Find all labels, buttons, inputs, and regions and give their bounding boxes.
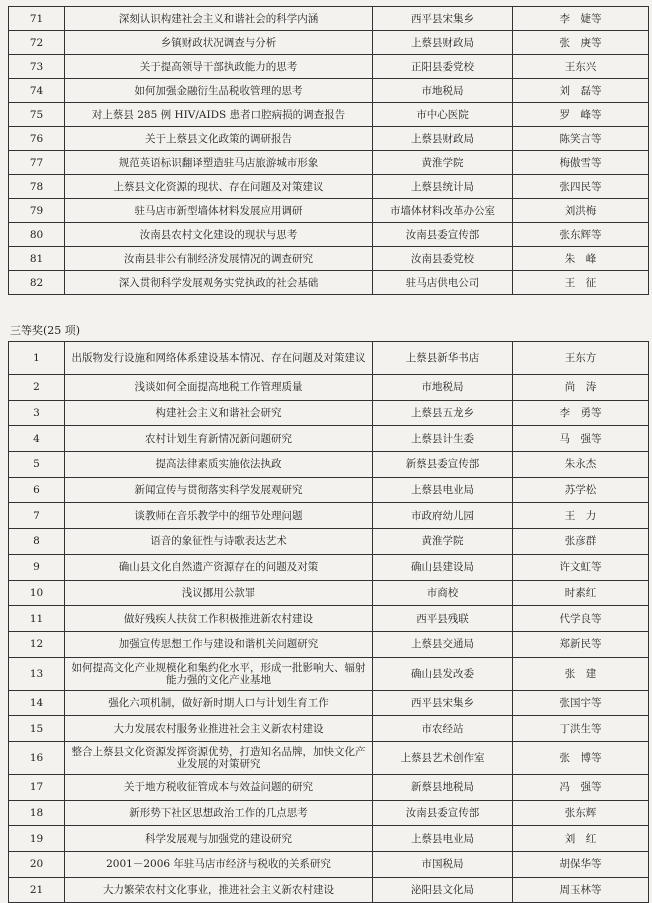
cell-author: 张 建 bbox=[513, 657, 649, 690]
cell-title: 语音的象征性与诗歌表达艺术 bbox=[65, 529, 373, 555]
cell-title: 大力繁荣农村文化事业，推进社会主义新农村建设 bbox=[65, 877, 373, 903]
table-1-body bbox=[9, 7, 649, 295]
cell-author: 刘 磊等 bbox=[513, 79, 649, 103]
cell-author: 郑新民等 bbox=[513, 631, 649, 657]
cell-number: 6 bbox=[9, 477, 65, 503]
cell-number: 74 bbox=[9, 79, 65, 103]
cell-author: 王东方 bbox=[513, 342, 649, 375]
cell-title: 构建社会主义和谐社会研究 bbox=[65, 400, 373, 426]
cell-author: 李 勇等 bbox=[513, 400, 649, 426]
cell-unit: 市地税局 bbox=[373, 375, 513, 401]
cell-author: 刘洪梅 bbox=[513, 199, 649, 223]
cell-title: 汝南县农村文化建设的现状与思考 bbox=[65, 223, 373, 247]
cell-title: 驻马店市新型墙体材料发展应用调研 bbox=[65, 199, 373, 223]
cell-number: 71 bbox=[9, 7, 65, 31]
table-row bbox=[9, 580, 649, 606]
cell-title: 关于地方税收征管成本与效益问题的研究 bbox=[65, 774, 373, 800]
table-2-body bbox=[9, 342, 649, 903]
table-row bbox=[9, 342, 649, 375]
cell-author: 朱永杰 bbox=[513, 452, 649, 478]
cell-title: 新形势下社区思想政治工作的几点思考 bbox=[65, 800, 373, 826]
cell-title: 谈教师在音乐教学中的细节处理问题 bbox=[65, 503, 373, 529]
cell-title: 关于上蔡县文化政策的调研报告 bbox=[65, 127, 373, 151]
table-row bbox=[9, 477, 649, 503]
cell-number: 21 bbox=[9, 877, 65, 903]
cell-unit: 市政府幼儿园 bbox=[373, 503, 513, 529]
cell-title: 如何加强金融衍生品税收管理的思考 bbox=[65, 79, 373, 103]
cell-title: 浅议挪用公款罪 bbox=[65, 580, 373, 606]
cell-title: 汝南县非公有制经济发展情况的调查研究 bbox=[65, 247, 373, 271]
cell-title: 强化六项机制，做好新时期人口与计划生育工作 bbox=[65, 690, 373, 716]
cell-author: 张彦群 bbox=[513, 529, 649, 555]
cell-unit: 市商校 bbox=[373, 580, 513, 606]
awards-table-third-prize bbox=[8, 341, 649, 903]
cell-author: 周玉林等 bbox=[513, 877, 649, 903]
cell-number: 5 bbox=[9, 452, 65, 478]
cell-unit: 黄淮学院 bbox=[373, 529, 513, 555]
table-row bbox=[9, 199, 649, 223]
cell-title: 确山县文化自然遗产资源存在的问题及对策 bbox=[65, 554, 373, 580]
table-row bbox=[9, 223, 649, 247]
cell-unit: 上蔡县电业局 bbox=[373, 477, 513, 503]
cell-title: 提高法律素质实施依法执政 bbox=[65, 452, 373, 478]
table-row bbox=[9, 716, 649, 742]
cell-author: 代学良等 bbox=[513, 606, 649, 632]
cell-author: 王 征 bbox=[513, 271, 649, 295]
cell-author: 冯 强等 bbox=[513, 774, 649, 800]
cell-author: 许文虹等 bbox=[513, 554, 649, 580]
cell-unit: 汝南县委宣传部 bbox=[373, 223, 513, 247]
cell-number: 18 bbox=[9, 800, 65, 826]
cell-number: 80 bbox=[9, 223, 65, 247]
table-row bbox=[9, 7, 649, 31]
cell-unit: 正阳县委党校 bbox=[373, 55, 513, 79]
cell-author: 张东辉等 bbox=[513, 223, 649, 247]
cell-title: 2001－2006 年驻马店市经济与税收的关系研究 bbox=[65, 852, 373, 878]
cell-author: 王 力 bbox=[513, 503, 649, 529]
cell-title: 对上蔡县 285 例 HIV/AIDS 患者口腔病损的调查报告 bbox=[65, 103, 373, 127]
cell-unit: 新蔡县委宣传部 bbox=[373, 452, 513, 478]
cell-number: 2 bbox=[9, 375, 65, 401]
cell-title: 如何提高文化产业规模化和集约化水平，形成一批影响大、辐射能力强的文化产业基地 bbox=[65, 657, 373, 690]
cell-author: 陈笑言等 bbox=[513, 127, 649, 151]
cell-unit: 上蔡县统计局 bbox=[373, 175, 513, 199]
cell-title: 新闻宣传与贯彻落实科学发展观研究 bbox=[65, 477, 373, 503]
cell-number: 3 bbox=[9, 400, 65, 426]
table-row bbox=[9, 175, 649, 199]
cell-title: 深刻认识构建社会主义和谐社会的科学内涵 bbox=[65, 7, 373, 31]
table-row bbox=[9, 800, 649, 826]
cell-author: 丁洪生等 bbox=[513, 716, 649, 742]
cell-number: 16 bbox=[9, 741, 65, 774]
table-row bbox=[9, 852, 649, 878]
table-row bbox=[9, 529, 649, 555]
cell-unit: 确山县发改委 bbox=[373, 657, 513, 690]
cell-unit: 西平县残联 bbox=[373, 606, 513, 632]
cell-author: 张国宇等 bbox=[513, 690, 649, 716]
table-row bbox=[9, 400, 649, 426]
cell-title: 浅谈如何全面提高地税工作管理质量 bbox=[65, 375, 373, 401]
cell-title: 深入贯彻科学发展观务实党执政的社会基础 bbox=[65, 271, 373, 295]
cell-number: 76 bbox=[9, 127, 65, 151]
table-row bbox=[9, 103, 649, 127]
cell-author: 张 庚等 bbox=[513, 31, 649, 55]
cell-unit: 市中心医院 bbox=[373, 103, 513, 127]
cell-number: 12 bbox=[9, 631, 65, 657]
cell-unit: 上蔡县五龙乡 bbox=[373, 400, 513, 426]
table-row bbox=[9, 774, 649, 800]
cell-number: 8 bbox=[9, 529, 65, 555]
table-row bbox=[9, 426, 649, 452]
cell-unit: 上蔡县交通局 bbox=[373, 631, 513, 657]
cell-author: 李 婕等 bbox=[513, 7, 649, 31]
cell-unit: 驻马店供电公司 bbox=[373, 271, 513, 295]
cell-number: 14 bbox=[9, 690, 65, 716]
cell-number: 73 bbox=[9, 55, 65, 79]
cell-unit: 上蔡县电业局 bbox=[373, 826, 513, 852]
cell-number: 75 bbox=[9, 103, 65, 127]
cell-unit: 上蔡县计生委 bbox=[373, 426, 513, 452]
cell-title: 农村计划生育新情况新问题研究 bbox=[65, 426, 373, 452]
cell-number: 9 bbox=[9, 554, 65, 580]
cell-unit: 市地税局 bbox=[373, 79, 513, 103]
table-row bbox=[9, 55, 649, 79]
cell-unit: 上蔡县财政局 bbox=[373, 31, 513, 55]
table-row bbox=[9, 657, 649, 690]
cell-title: 整合上蔡县文化资源发挥资源优势，打造知名品牌，加快文化产业发展的对策研究 bbox=[65, 741, 373, 774]
table-row bbox=[9, 741, 649, 774]
cell-number: 79 bbox=[9, 199, 65, 223]
table-row bbox=[9, 631, 649, 657]
cell-author: 张东辉 bbox=[513, 800, 649, 826]
cell-unit: 市农经站 bbox=[373, 716, 513, 742]
cell-author: 张 博等 bbox=[513, 741, 649, 774]
cell-title: 加强宣传思想工作与建设和谐机关问题研究 bbox=[65, 631, 373, 657]
cell-author: 梅傲雪等 bbox=[513, 151, 649, 175]
cell-unit: 上蔡县艺术创作室 bbox=[373, 741, 513, 774]
cell-unit: 上蔡县财政局 bbox=[373, 127, 513, 151]
table-row bbox=[9, 31, 649, 55]
cell-unit: 确山县建设局 bbox=[373, 554, 513, 580]
table-row bbox=[9, 452, 649, 478]
cell-author: 苏学松 bbox=[513, 477, 649, 503]
table-row bbox=[9, 271, 649, 295]
cell-number: 82 bbox=[9, 271, 65, 295]
cell-author: 张四民等 bbox=[513, 175, 649, 199]
cell-author: 刘 红 bbox=[513, 826, 649, 852]
table-row bbox=[9, 826, 649, 852]
table-row bbox=[9, 606, 649, 632]
section-heading-third-prize: 三等奖(25 项) bbox=[10, 324, 81, 337]
cell-unit: 市墙体材料改革办公室 bbox=[373, 199, 513, 223]
table-row bbox=[9, 375, 649, 401]
cell-author: 尚 涛 bbox=[513, 375, 649, 401]
cell-number: 7 bbox=[9, 503, 65, 529]
table-row bbox=[9, 79, 649, 103]
cell-author: 胡保华等 bbox=[513, 852, 649, 878]
cell-title: 出版物发行设施和网络体系建设基本情况、存在问题及对策建议 bbox=[65, 342, 373, 375]
cell-title: 规范英语标识翻译塑造驻马店旅游城市形象 bbox=[65, 151, 373, 175]
cell-number: 13 bbox=[9, 657, 65, 690]
cell-title: 关于提高领导干部执政能力的思考 bbox=[65, 55, 373, 79]
cell-number: 19 bbox=[9, 826, 65, 852]
cell-number: 1 bbox=[9, 342, 65, 375]
cell-title: 科学发展观与加强党的建设研究 bbox=[65, 826, 373, 852]
table-row bbox=[9, 877, 649, 903]
table-row bbox=[9, 503, 649, 529]
cell-number: 78 bbox=[9, 175, 65, 199]
table-row bbox=[9, 151, 649, 175]
cell-author: 罗 峰等 bbox=[513, 103, 649, 127]
cell-unit: 黄淮学院 bbox=[373, 151, 513, 175]
cell-author: 王东兴 bbox=[513, 55, 649, 79]
cell-number: 10 bbox=[9, 580, 65, 606]
cell-unit: 汝南县委党校 bbox=[373, 247, 513, 271]
cell-unit: 西平县宋集乡 bbox=[373, 7, 513, 31]
cell-number: 4 bbox=[9, 426, 65, 452]
table-row bbox=[9, 247, 649, 271]
cell-unit: 新蔡县地税局 bbox=[373, 774, 513, 800]
cell-author: 朱 峰 bbox=[513, 247, 649, 271]
cell-unit: 泌阳县文化局 bbox=[373, 877, 513, 903]
awards-table-second-prize bbox=[8, 6, 649, 295]
table-row bbox=[9, 690, 649, 716]
cell-title: 上蔡县文化资源的现状、存在问题及对策建议 bbox=[65, 175, 373, 199]
cell-author: 时素红 bbox=[513, 580, 649, 606]
cell-unit: 市国税局 bbox=[373, 852, 513, 878]
cell-number: 17 bbox=[9, 774, 65, 800]
cell-number: 15 bbox=[9, 716, 65, 742]
table-row bbox=[9, 127, 649, 151]
cell-unit: 汝南县委宣传部 bbox=[373, 800, 513, 826]
cell-author: 马 强等 bbox=[513, 426, 649, 452]
cell-title: 乡镇财政状况调查与分析 bbox=[65, 31, 373, 55]
cell-title: 大力发展农村服务业推进社会主义新农村建设 bbox=[65, 716, 373, 742]
cell-unit: 上蔡县新华书店 bbox=[373, 342, 513, 375]
cell-number: 20 bbox=[9, 852, 65, 878]
table-row bbox=[9, 554, 649, 580]
cell-title: 做好残疾人扶贫工作积极推进新农村建设 bbox=[65, 606, 373, 632]
cell-number: 81 bbox=[9, 247, 65, 271]
cell-number: 72 bbox=[9, 31, 65, 55]
cell-number: 11 bbox=[9, 606, 65, 632]
cell-number: 77 bbox=[9, 151, 65, 175]
cell-unit: 西平县宋集乡 bbox=[373, 690, 513, 716]
